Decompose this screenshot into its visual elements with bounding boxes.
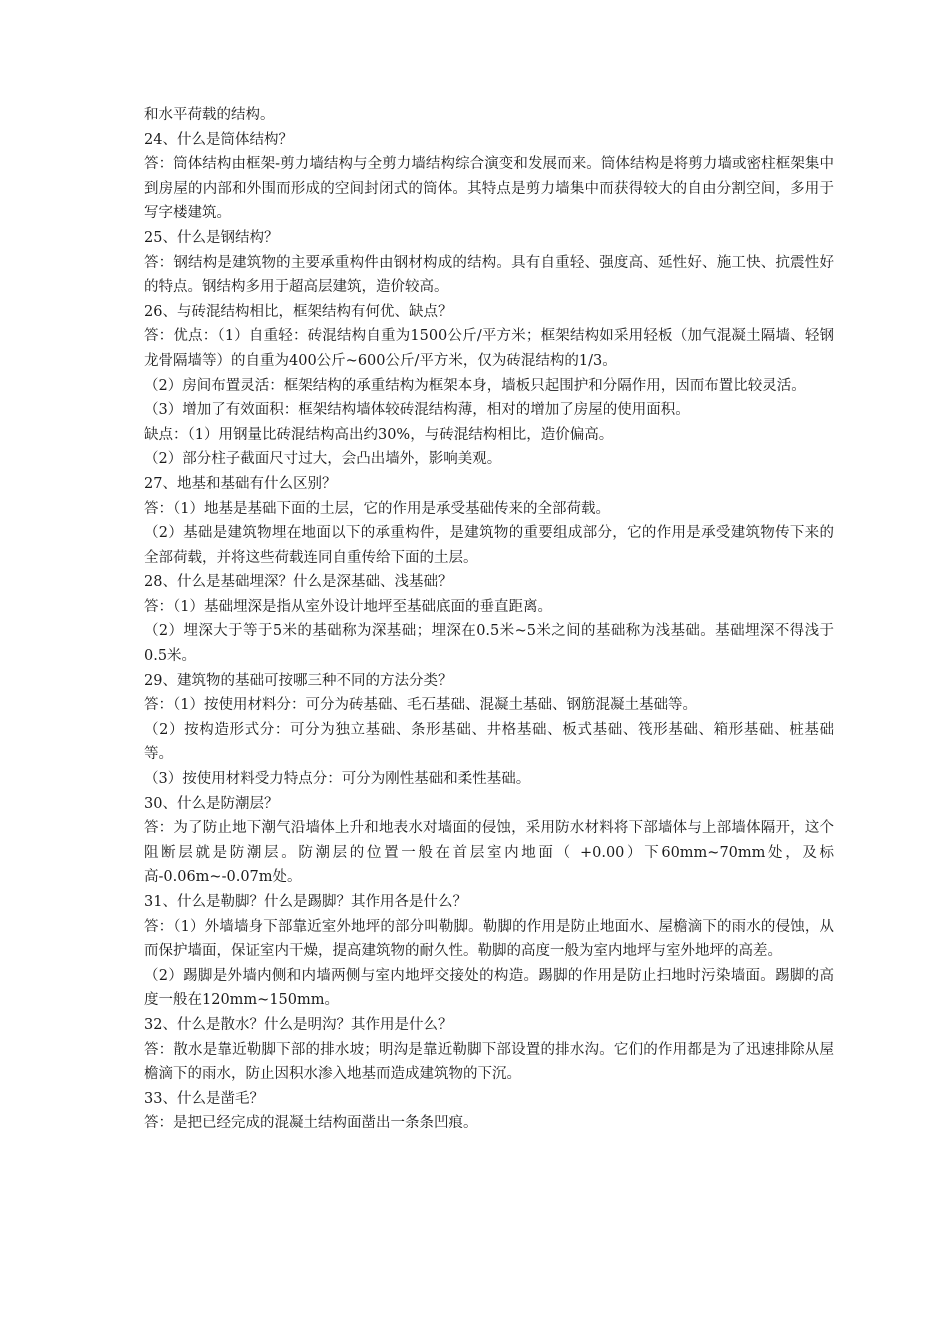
answer-paragraph: （2）基础是建筑物埋在地面以下的承重构件，是建筑物的重要组成部分，它的作用是承受建筑物传下来的全部荷载，并将这些荷载连同自重传给下面的土层。: [144, 525, 834, 566]
answer-paragraph: 答：（1）基础埋深是指从室外设计地坪至基础底面的垂直距离。: [144, 598, 552, 615]
answer-paragraph: 答：是把已经完成的混凝土结构面凿出一条条凹痕。: [144, 1115, 478, 1132]
question-heading: 24、什么是筒体结构？: [144, 131, 293, 148]
answer-paragraph: 答：为了防止地下潮气沿墙体上升和地表水对墙面的侵蚀，采用防水材料将下部墙体与上部墙体隔开，这个阻断层就是防潮层。防潮层的位置一般在首层室内地面（ +0.00）下60mm~70mm处，及标高-0.06m~-0.07m处。: [144, 820, 834, 886]
question-heading: 27、地基和基础有什么区别？: [144, 475, 337, 492]
question-heading: 26、与砖混结构相比，框架结构有何优、缺点？: [144, 303, 453, 320]
question-heading: 32、什么是散水？什么是明沟？其作用是什么？: [144, 1016, 453, 1033]
question-heading: 29、建筑物的基础可按哪三种不同的方法分类？: [144, 672, 453, 689]
question-heading: 28、什么是基础埋深？什么是深基础、浅基础？: [144, 574, 453, 591]
answer-paragraph: （2）埋深大于等于5米的基础称为深基础；埋深在0.5米~5米之间的基础称为浅基础。基础埋深不得浅于0.5米。: [144, 623, 834, 665]
answer-paragraph: （2）房间布置灵活：框架结构的承重结构为框架本身，墙板只起围护和分隔作用，因而布置比较灵活。: [144, 377, 806, 394]
document-body: [144, 103, 834, 1136]
answer-paragraph: 答：优点：（1）自重轻：砖混结构自重为1500公斤/平方米；框架结构如采用轻板（加气混凝土隔墙、轻钢龙骨隔墙等）的自重为400公斤~600公斤/平方米，仅为砖混结构的1/3。: [144, 328, 834, 369]
answer-paragraph: 缺点：（1）用钢量比砖混结构高出约30%，与砖混结构相比，造价偏高。: [144, 426, 614, 443]
answer-paragraph: 答：（1）按使用材料分：可分为砖基础、毛石基础、混凝土基础、钢筋混凝土基础等。: [144, 697, 697, 714]
answer-paragraph: 答：（1）地基是基础下面的土层，它的作用是承受基础传来的全部荷载。: [144, 500, 610, 517]
answer-paragraph: （2）踢脚是外墙内侧和内墙两侧与室内地坪交接处的构造。踢脚的作用是防止扫地时污染墙面。踢脚的高度一般在120mm~150mm。: [144, 967, 834, 1009]
answer-paragraph: （2）按构造形式分：可分为独立基础、条形基础、井格基础、板式基础、筏形基础、箱形基础、桩基础等。: [144, 721, 834, 763]
answer-paragraph: （3）增加了有效面积：框架结构墙体较砖混结构薄，相对的增加了房屋的使用面积。: [144, 402, 690, 419]
question-heading: 33、什么是凿毛？: [144, 1090, 264, 1107]
question-heading: 25、什么是钢结构？: [144, 229, 279, 246]
answer-paragraph: 答：（1）外墙墙身下部靠近室外地坪的部分叫勒脚。勒脚的作用是防止地面水、屋檐滴下的雨水的侵蚀，从而保护墙面，保证室内干燥，提高建筑物的耐久性。勒脚的高度一般为室内地坪与室外地坪的高差。: [144, 918, 834, 960]
paragraph: 和水平荷载的结构。: [144, 107, 275, 123]
question-heading: 30、什么是防潮层？: [144, 795, 279, 812]
answer-paragraph: （2）部分柱子截面尺寸过大，会凸出墙外，影响美观。: [144, 451, 502, 468]
answer-paragraph: 答：散水是靠近勒脚下部的排水坡；明沟是靠近勒脚下部设置的排水沟。它们的作用都是为了迅速排除从屋檐滴下的雨水，防止因积水渗入地基而造成建筑物的下沉。: [144, 1041, 834, 1083]
question-heading: 31、什么是勒脚？什么是踢脚？其作用各是什么？: [144, 894, 467, 910]
answer-paragraph: （3）按使用材料受力特点分：可分为刚性基础和柔性基础。: [144, 771, 531, 788]
answer-paragraph: 答：筒体结构由框架-剪力墙结构与全剪力墙结构综合演变和发展而来。筒体结构是将剪力墙或密柱框架集中到房屋的内部和外围而形成的空间封闭式的筒体。其特点是剪力墙集中而获得较大的自由分割空间，多用于写字楼建筑。: [144, 156, 834, 222]
answer-paragraph: 答：钢结构是建筑物的主要承重构件由钢材构成的结构。具有自重轻、强度高、延性好、施工快、抗震性好的特点。钢结构多用于超高层建筑，造价较高。: [144, 254, 834, 296]
